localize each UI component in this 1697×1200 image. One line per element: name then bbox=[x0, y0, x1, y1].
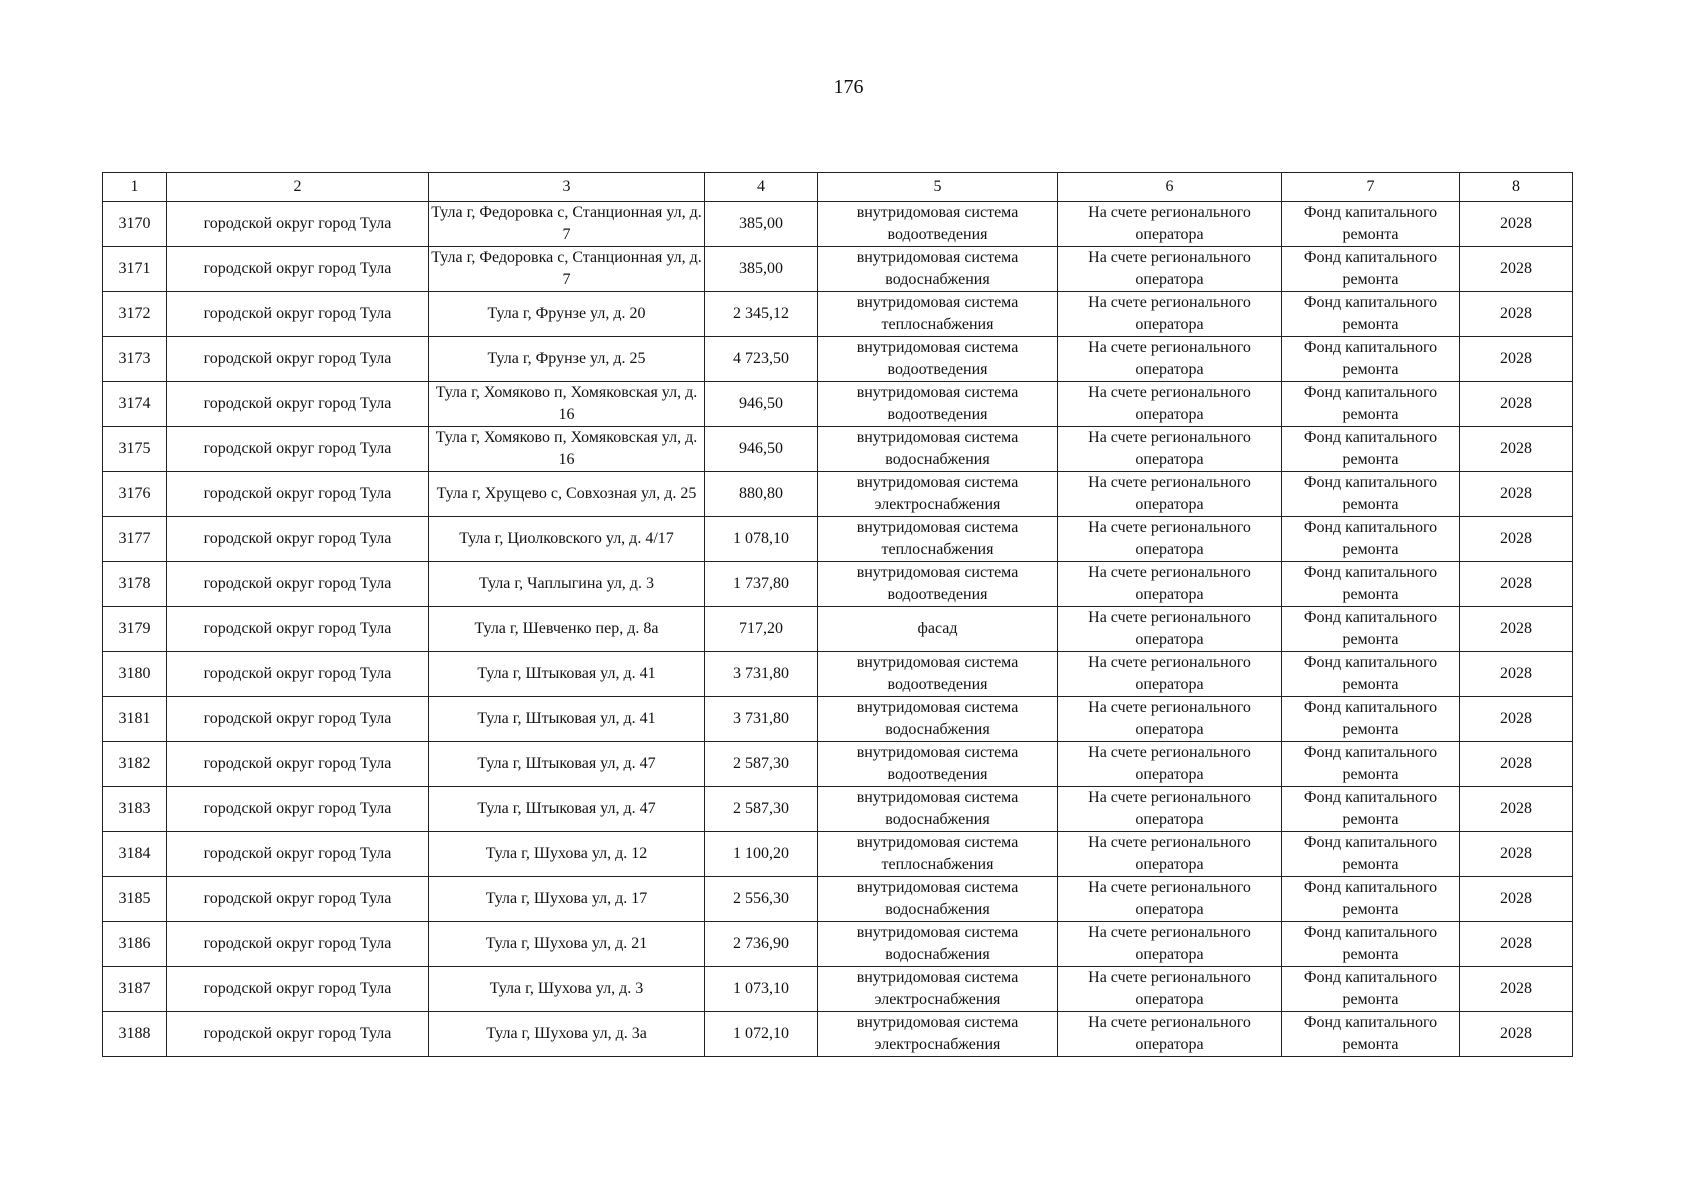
year-cell: 2028 bbox=[1460, 247, 1573, 292]
address-cell: Тула г, Шухова ул, д. 17 bbox=[429, 877, 705, 922]
fund-account-cell: На счете регионального оператора bbox=[1058, 652, 1282, 697]
address-cell: Тула г, Фрунзе ул, д. 25 bbox=[429, 337, 705, 382]
row-number-cell: 3180 bbox=[103, 652, 167, 697]
repair-system-cell: внутридомовая система водоотведения bbox=[818, 337, 1058, 382]
municipality-cell: городской округ город Тула bbox=[167, 607, 429, 652]
fund-account-cell: На счете регионального оператора bbox=[1058, 472, 1282, 517]
row-number-cell: 3174 bbox=[103, 382, 167, 427]
fund-source-cell: Фонд капитального ремонта bbox=[1282, 742, 1460, 787]
year-cell: 2028 bbox=[1460, 922, 1573, 967]
fund-source-cell: Фонд капитального ремонта bbox=[1282, 877, 1460, 922]
repair-system-cell: внутридомовая система водоснабжения bbox=[818, 877, 1058, 922]
municipality-cell: городской округ город Тула bbox=[167, 652, 429, 697]
column-number-row bbox=[103, 173, 1573, 202]
address-cell: Тула г, Шухова ул, д. 3а bbox=[429, 1012, 705, 1057]
year-cell: 2028 bbox=[1460, 652, 1573, 697]
year-cell: 2028 bbox=[1460, 202, 1573, 247]
address-cell: Тула г, Штыковая ул, д. 41 bbox=[429, 697, 705, 742]
address-cell: Тула г, Штыковая ул, д. 47 bbox=[429, 742, 705, 787]
repair-system-cell: внутридомовая система электроснабжения bbox=[818, 1012, 1058, 1057]
repair-system-cell: внутридомовая система теплоснабжения bbox=[818, 832, 1058, 877]
municipality-cell: городской округ город Тула bbox=[167, 247, 429, 292]
municipality-cell: городской округ город Тула bbox=[167, 202, 429, 247]
table-row bbox=[103, 967, 1573, 1012]
fund-source-cell: Фонд капитального ремонта bbox=[1282, 787, 1460, 832]
fund-source-cell: Фонд капитального ремонта bbox=[1282, 472, 1460, 517]
column-number: 1 bbox=[103, 173, 167, 202]
fund-account-cell: На счете регионального оператора bbox=[1058, 382, 1282, 427]
repair-system-cell: внутридомовая система водоотведения bbox=[818, 382, 1058, 427]
year-cell: 2028 bbox=[1460, 382, 1573, 427]
table-row bbox=[103, 877, 1573, 922]
table-row bbox=[103, 652, 1573, 697]
address-cell: Тула г, Фрунзе ул, д. 20 bbox=[429, 292, 705, 337]
table-row bbox=[103, 922, 1573, 967]
area-cell: 946,50 bbox=[705, 382, 818, 427]
page-number: 176 bbox=[833, 76, 864, 98]
municipality-cell: городской округ город Тула bbox=[167, 967, 429, 1012]
column-number: 6 bbox=[1058, 173, 1282, 202]
year-cell: 2028 bbox=[1460, 472, 1573, 517]
table-row bbox=[103, 247, 1573, 292]
area-cell: 385,00 bbox=[705, 247, 818, 292]
fund-account-cell: На счете регионального оператора bbox=[1058, 697, 1282, 742]
area-cell: 1 073,10 bbox=[705, 967, 818, 1012]
address-cell: Тула г, Федоровка с, Станционная ул, д. 7 bbox=[429, 202, 705, 247]
repair-system-cell: внутридомовая система электроснабжения bbox=[818, 472, 1058, 517]
municipality-cell: городской округ город Тула bbox=[167, 697, 429, 742]
row-number-cell: 3178 bbox=[103, 562, 167, 607]
fund-source-cell: Фонд капитального ремонта bbox=[1282, 607, 1460, 652]
table-row bbox=[103, 472, 1573, 517]
repair-system-cell: внутридомовая система водоотведения bbox=[818, 742, 1058, 787]
fund-account-cell: На счете регионального оператора bbox=[1058, 337, 1282, 382]
row-number-cell: 3171 bbox=[103, 247, 167, 292]
repair-system-cell: фасад bbox=[818, 607, 1058, 652]
area-cell: 946,50 bbox=[705, 427, 818, 472]
row-number-cell: 3185 bbox=[103, 877, 167, 922]
address-cell: Тула г, Хрущево с, Совхозная ул, д. 25 bbox=[429, 472, 705, 517]
municipality-cell: городской округ город Тула bbox=[167, 787, 429, 832]
fund-source-cell: Фонд капитального ремонта bbox=[1282, 652, 1460, 697]
address-cell: Тула г, Штыковая ул, д. 47 bbox=[429, 787, 705, 832]
repair-system-cell: внутридомовая система теплоснабжения bbox=[818, 517, 1058, 562]
row-number-cell: 3176 bbox=[103, 472, 167, 517]
fund-source-cell: Фонд капитального ремонта bbox=[1282, 517, 1460, 562]
address-cell: Тула г, Шухова ул, д. 3 bbox=[429, 967, 705, 1012]
table-row bbox=[103, 292, 1573, 337]
fund-account-cell: На счете регионального оператора bbox=[1058, 427, 1282, 472]
repair-system-cell: внутридомовая система водоотведения bbox=[818, 562, 1058, 607]
area-cell: 2 345,12 bbox=[705, 292, 818, 337]
municipality-cell: городской округ город Тула bbox=[167, 382, 429, 427]
fund-account-cell: На счете регионального оператора bbox=[1058, 607, 1282, 652]
fund-source-cell: Фонд капитального ремонта bbox=[1282, 562, 1460, 607]
municipality-cell: городской округ город Тула bbox=[167, 472, 429, 517]
table-row bbox=[103, 517, 1573, 562]
fund-account-cell: На счете регионального оператора bbox=[1058, 1012, 1282, 1057]
row-number-cell: 3181 bbox=[103, 697, 167, 742]
row-number-cell: 3182 bbox=[103, 742, 167, 787]
row-number-cell: 3170 bbox=[103, 202, 167, 247]
fund-source-cell: Фонд капитального ремонта bbox=[1282, 1012, 1460, 1057]
fund-account-cell: На счете регионального оператора bbox=[1058, 247, 1282, 292]
year-cell: 2028 bbox=[1460, 742, 1573, 787]
municipality-cell: городской округ город Тула bbox=[167, 562, 429, 607]
table-row bbox=[103, 337, 1573, 382]
year-cell: 2028 bbox=[1460, 877, 1573, 922]
fund-account-cell: На счете регионального оператора bbox=[1058, 562, 1282, 607]
fund-source-cell: Фонд капитального ремонта bbox=[1282, 292, 1460, 337]
municipality-cell: городской округ город Тула bbox=[167, 1012, 429, 1057]
fund-source-cell: Фонд капитального ремонта bbox=[1282, 202, 1460, 247]
repair-system-cell: внутридомовая система теплоснабжения bbox=[818, 292, 1058, 337]
repair-system-cell: внутридомовая система водоотведения bbox=[818, 652, 1058, 697]
repair-system-cell: внутридомовая система водоснабжения bbox=[818, 922, 1058, 967]
year-cell: 2028 bbox=[1460, 832, 1573, 877]
year-cell: 2028 bbox=[1460, 427, 1573, 472]
column-number: 4 bbox=[705, 173, 818, 202]
fund-account-cell: На счете регионального оператора bbox=[1058, 202, 1282, 247]
fund-account-cell: На счете регионального оператора bbox=[1058, 922, 1282, 967]
fund-source-cell: Фонд капитального ремонта bbox=[1282, 832, 1460, 877]
year-cell: 2028 bbox=[1460, 292, 1573, 337]
address-cell: Тула г, Штыковая ул, д. 41 bbox=[429, 652, 705, 697]
municipality-cell: городской округ город Тула bbox=[167, 832, 429, 877]
row-number-cell: 3186 bbox=[103, 922, 167, 967]
column-number: 5 bbox=[818, 173, 1058, 202]
fund-source-cell: Фонд капитального ремонта bbox=[1282, 427, 1460, 472]
area-cell: 4 723,50 bbox=[705, 337, 818, 382]
repair-system-cell: внутридомовая система водоотведения bbox=[818, 202, 1058, 247]
fund-source-cell: Фонд капитального ремонта bbox=[1282, 922, 1460, 967]
column-number: 8 bbox=[1460, 173, 1573, 202]
table-row bbox=[103, 562, 1573, 607]
year-cell: 2028 bbox=[1460, 697, 1573, 742]
area-cell: 3 731,80 bbox=[705, 697, 818, 742]
fund-source-cell: Фонд капитального ремонта bbox=[1282, 967, 1460, 1012]
area-cell: 1 100,20 bbox=[705, 832, 818, 877]
year-cell: 2028 bbox=[1460, 562, 1573, 607]
capital-repair-table bbox=[102, 172, 1573, 1057]
year-cell: 2028 bbox=[1460, 607, 1573, 652]
year-cell: 2028 bbox=[1460, 517, 1573, 562]
area-cell: 3 731,80 bbox=[705, 652, 818, 697]
area-cell: 1 078,10 bbox=[705, 517, 818, 562]
address-cell: Тула г, Шухова ул, д. 21 bbox=[429, 922, 705, 967]
area-cell: 1 072,10 bbox=[705, 1012, 818, 1057]
row-number-cell: 3188 bbox=[103, 1012, 167, 1057]
fund-source-cell: Фонд капитального ремонта bbox=[1282, 382, 1460, 427]
address-cell: Тула г, Хомяково п, Хомяковская ул, д. 16 bbox=[429, 427, 705, 472]
repair-system-cell: внутридомовая система водоснабжения bbox=[818, 427, 1058, 472]
address-cell: Тула г, Циолковского ул, д. 4/17 bbox=[429, 517, 705, 562]
fund-account-cell: На счете регионального оператора bbox=[1058, 517, 1282, 562]
row-number-cell: 3177 bbox=[103, 517, 167, 562]
municipality-cell: городской округ город Тула bbox=[167, 292, 429, 337]
fund-account-cell: На счете регионального оператора bbox=[1058, 787, 1282, 832]
year-cell: 2028 bbox=[1460, 787, 1573, 832]
fund-source-cell: Фонд капитального ремонта bbox=[1282, 337, 1460, 382]
repair-system-cell: внутридомовая система водоснабжения bbox=[818, 247, 1058, 292]
address-cell: Тула г, Шевченко пер, д. 8а bbox=[429, 607, 705, 652]
address-cell: Тула г, Чаплыгина ул, д. 3 bbox=[429, 562, 705, 607]
area-cell: 2 587,30 bbox=[705, 742, 818, 787]
table-row bbox=[103, 697, 1573, 742]
year-cell: 2028 bbox=[1460, 337, 1573, 382]
fund-source-cell: Фонд капитального ремонта bbox=[1282, 247, 1460, 292]
table-body bbox=[103, 173, 1573, 1057]
column-number: 7 bbox=[1282, 173, 1460, 202]
row-number-cell: 3173 bbox=[103, 337, 167, 382]
table-row bbox=[103, 427, 1573, 472]
table-row bbox=[103, 832, 1573, 877]
address-cell: Тула г, Хомяково п, Хомяковская ул, д. 16 bbox=[429, 382, 705, 427]
area-cell: 717,20 bbox=[705, 607, 818, 652]
table-row bbox=[103, 202, 1573, 247]
repair-system-cell: внутридомовая система водоснабжения bbox=[818, 697, 1058, 742]
row-number-cell: 3183 bbox=[103, 787, 167, 832]
table-row bbox=[103, 1012, 1573, 1057]
repair-system-cell: внутридомовая система электроснабжения bbox=[818, 967, 1058, 1012]
municipality-cell: городской округ город Тула bbox=[167, 427, 429, 472]
year-cell: 2028 bbox=[1460, 1012, 1573, 1057]
row-number-cell: 3179 bbox=[103, 607, 167, 652]
fund-account-cell: На счете регионального оператора bbox=[1058, 877, 1282, 922]
municipality-cell: городской округ город Тула bbox=[167, 922, 429, 967]
fund-account-cell: На счете регионального оператора bbox=[1058, 292, 1282, 337]
area-cell: 1 737,80 bbox=[705, 562, 818, 607]
repair-system-cell: внутридомовая система водоснабжения bbox=[818, 787, 1058, 832]
column-number: 3 bbox=[429, 173, 705, 202]
municipality-cell: городской округ город Тула bbox=[167, 877, 429, 922]
area-cell: 2 587,30 bbox=[705, 787, 818, 832]
municipality-cell: городской округ город Тула bbox=[167, 517, 429, 562]
column-number: 2 bbox=[167, 173, 429, 202]
fund-account-cell: На счете регионального оператора bbox=[1058, 742, 1282, 787]
address-cell: Тула г, Шухова ул, д. 12 bbox=[429, 832, 705, 877]
table-row bbox=[103, 787, 1573, 832]
fund-account-cell: На счете регионального оператора bbox=[1058, 832, 1282, 877]
row-number-cell: 3187 bbox=[103, 967, 167, 1012]
area-cell: 2 736,90 bbox=[705, 922, 818, 967]
area-cell: 2 556,30 bbox=[705, 877, 818, 922]
table-row bbox=[103, 607, 1573, 652]
municipality-cell: городской округ город Тула bbox=[167, 337, 429, 382]
municipality-cell: городской округ город Тула bbox=[167, 742, 429, 787]
area-cell: 880,80 bbox=[705, 472, 818, 517]
year-cell: 2028 bbox=[1460, 967, 1573, 1012]
row-number-cell: 3175 bbox=[103, 427, 167, 472]
area-cell: 385,00 bbox=[705, 202, 818, 247]
row-number-cell: 3172 bbox=[103, 292, 167, 337]
row-number-cell: 3184 bbox=[103, 832, 167, 877]
fund-account-cell: На счете регионального оператора bbox=[1058, 967, 1282, 1012]
table-row bbox=[103, 742, 1573, 787]
fund-source-cell: Фонд капитального ремонта bbox=[1282, 697, 1460, 742]
address-cell: Тула г, Федоровка с, Станционная ул, д. 7 bbox=[429, 247, 705, 292]
table-row bbox=[103, 382, 1573, 427]
